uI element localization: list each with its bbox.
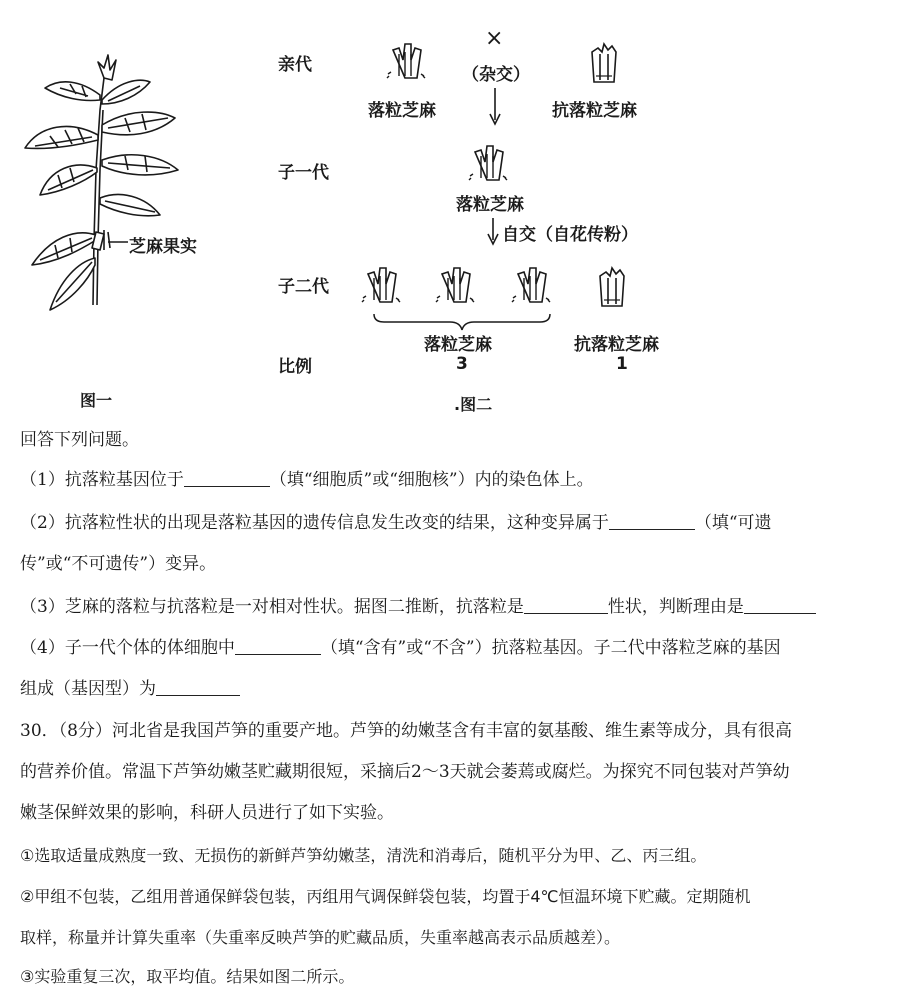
row-label-ratio: 比例 — [278, 357, 312, 377]
intro-line: 回答下列问题。 — [20, 430, 139, 450]
step-2-line-2: 取样，称量并计算失重率（失重率反映芦笋的贮藏品质，失重率越高表示品质越差）。 — [20, 928, 621, 947]
f1-label: 落粒芝麻 — [456, 195, 524, 215]
q4-text-c: 组成（基因型）为 — [20, 679, 156, 699]
q4-text-b: （填“含有”或“不含”）抗落粒基因。子二代中落粒芝麻的基因 — [320, 638, 781, 658]
q30-line-2: 的营养价值。常温下芦笋幼嫩茎贮藏期很短，采摘后2～3天就会萎蔫或腐烂。为探究不同包装对芦笋幼 — [20, 762, 790, 782]
fruit-label: 芝麻果实 — [129, 237, 197, 257]
question-2 — [20, 513, 772, 534]
row-label-f2: 子二代 — [278, 277, 329, 297]
ratio-right: 1 — [616, 354, 628, 374]
q3-text-b: 性状，判断理由是 — [607, 597, 744, 617]
question-4-cont — [20, 679, 240, 700]
q30-line-1: 30．（8分）河北省是我国芦笋的重要产地。芦笋的幼嫩茎含有丰富的氨基酸、维生素等成分，具有很高 — [20, 721, 792, 741]
question-3 — [20, 597, 816, 618]
selfing-label: 自交（自花传粉） — [502, 225, 638, 245]
ratio-left: 3 — [456, 354, 468, 374]
cross-symbol: × — [485, 26, 504, 51]
row-label-parent: 亲代 — [278, 55, 312, 75]
step-1: ①选取适量成熟度一致、无损伤的新鲜芦笋幼嫩茎，清洗和消毒后，随机平分为甲、乙、丙三组。 — [20, 846, 707, 865]
figure2-caption: .图二 — [454, 395, 493, 414]
question-4 — [20, 638, 781, 659]
q1-text-a: （1）抗落粒基因位于 — [20, 470, 184, 490]
q30-line-3: 嫩茎保鲜效果的影响，科研人员进行了如下实验。 — [20, 803, 394, 823]
cross-label: （杂交） — [462, 65, 530, 85]
parent-right-label: 抗落粒芝麻 — [552, 101, 637, 121]
parent-left-label: 落粒芝麻 — [368, 101, 436, 121]
row-label-f1: 子一代 — [278, 163, 329, 183]
step-3: ③实验重复三次，取平均值。结果如图二所示。 — [20, 967, 355, 986]
q3-answer-blank-1[interactable] — [524, 597, 608, 614]
q4-text-a: （4）子一代个体的体细胞中 — [20, 638, 235, 658]
f2-left-label: 落粒芝麻 — [424, 335, 492, 355]
q1-answer-blank[interactable] — [184, 470, 270, 487]
step-2-line-1: ②甲组不包装，乙组用普通保鲜袋包装，丙组用气调保鲜袋包装，均置于4℃恒温环境下贮藏。定期随机 — [20, 887, 751, 906]
figure1-caption: 图一 — [80, 391, 113, 410]
q3-answer-blank-2[interactable] — [744, 597, 816, 614]
q2-text-c: 传”或“不可遗传”）变异。 — [20, 554, 217, 574]
q4-answer-blank-2[interactable] — [156, 679, 240, 696]
f2-right-label: 抗落粒芝麻 — [574, 335, 659, 355]
q4-answer-blank-1[interactable] — [235, 638, 321, 655]
q2-text-a: （2）抗落粒性状的出现是落粒基因的遗传信息发生改变的结果，这种变异属于 — [20, 513, 609, 533]
q2-text-b: （填“可遗 — [694, 513, 772, 533]
q2-answer-blank[interactable] — [609, 513, 695, 530]
question-1 — [20, 470, 594, 491]
q1-text-b: （填“细胞质”或“细胞核”）内的染色体上。 — [269, 470, 594, 490]
q3-text-a: （3）芝麻的落粒与抗落粒是一对相对性状。据图二推断，抗落粒是 — [20, 597, 524, 617]
